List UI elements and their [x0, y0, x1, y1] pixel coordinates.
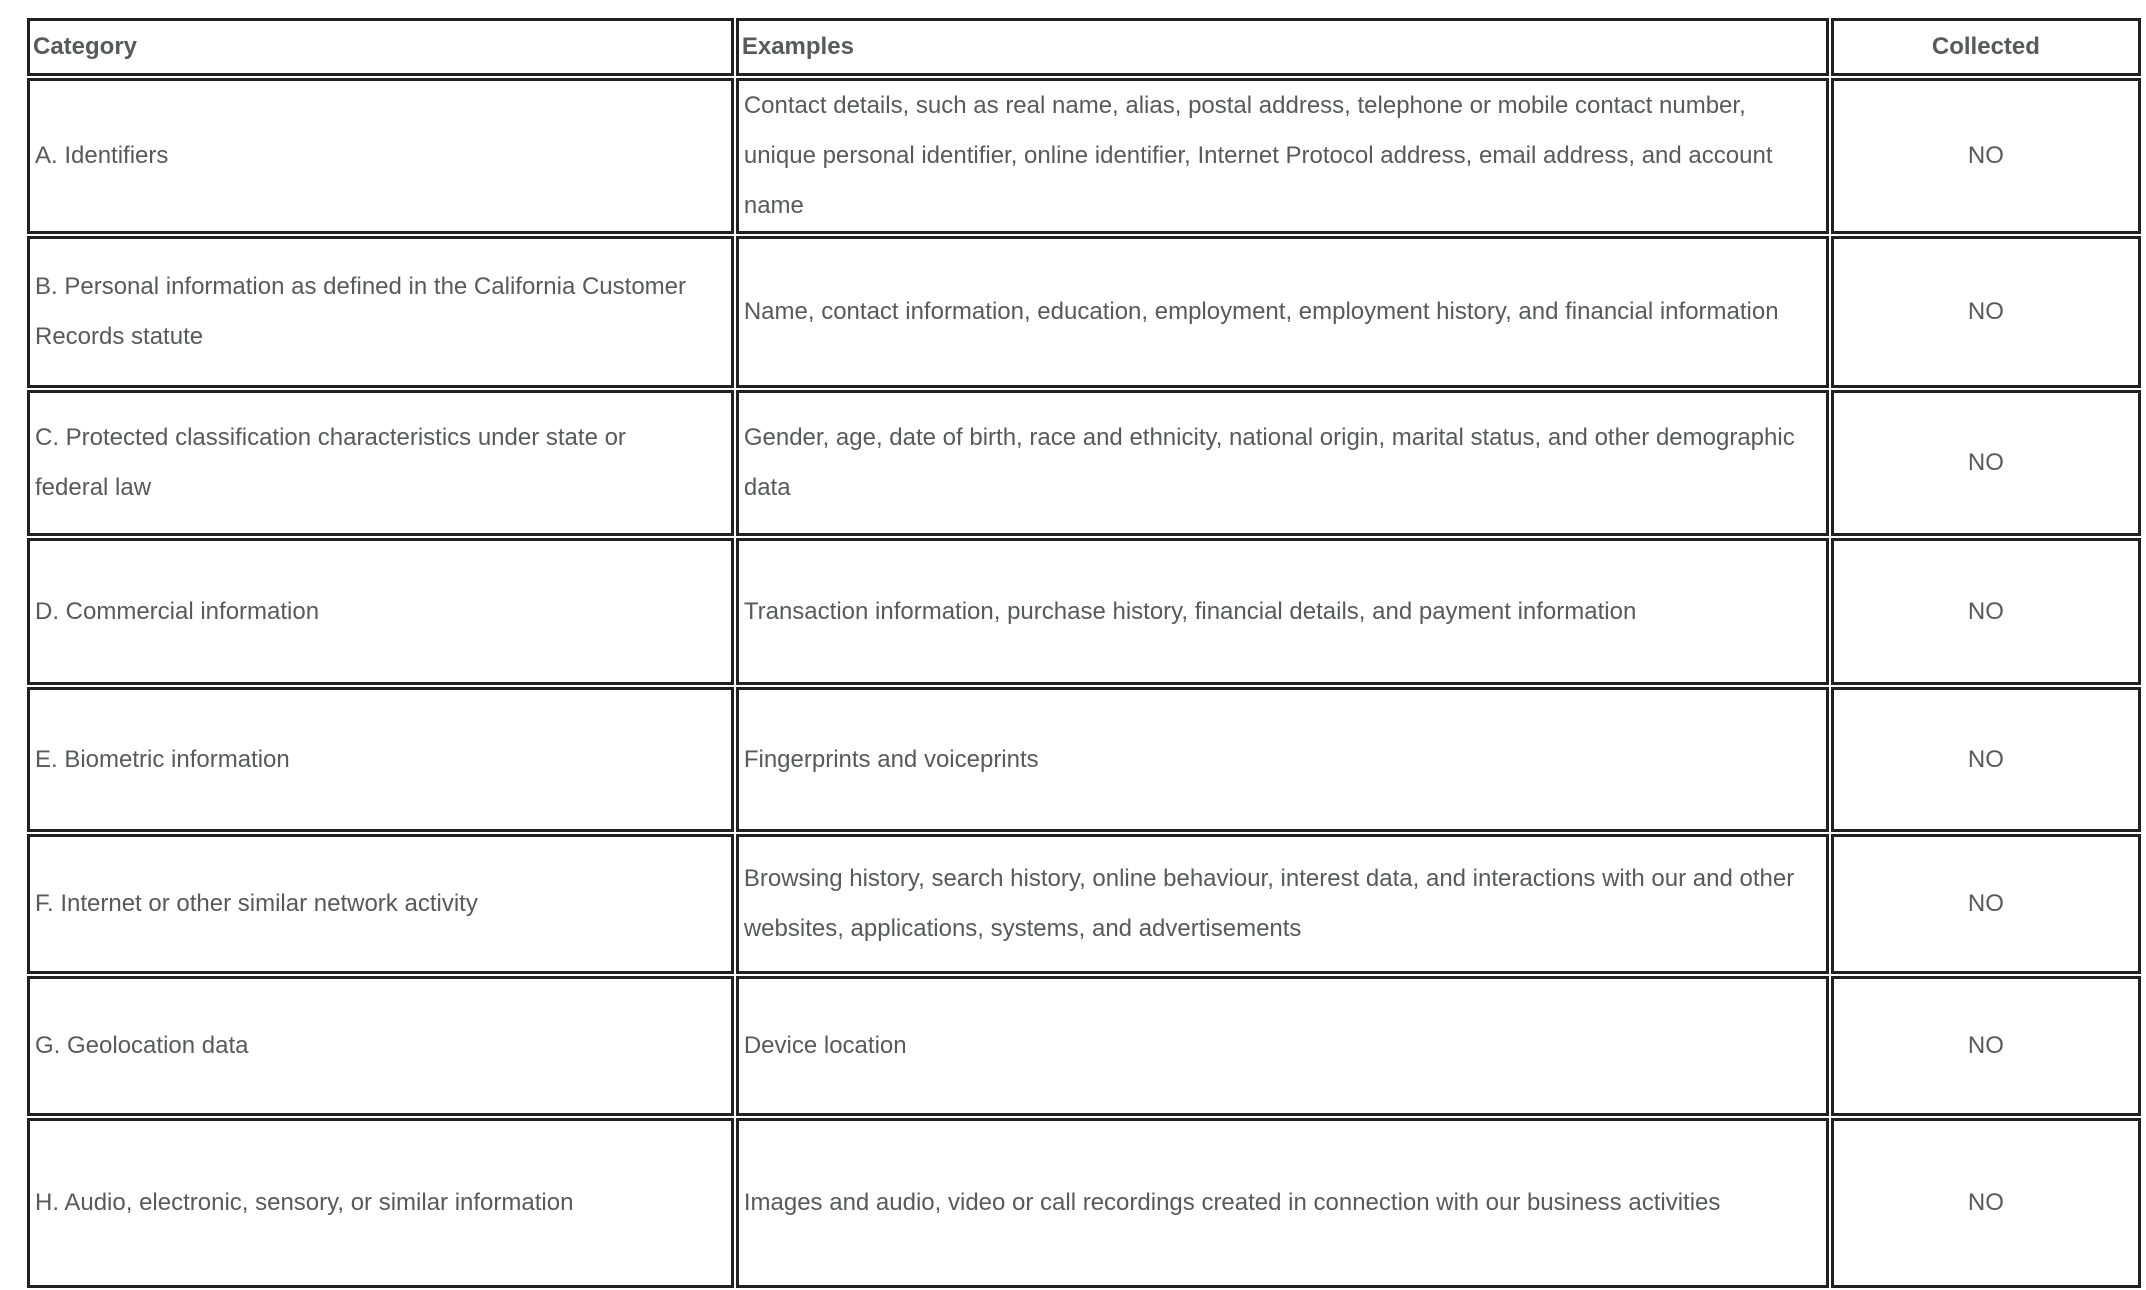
table-row — [27, 834, 2141, 974]
column-header-examples: Examples — [736, 18, 1829, 76]
examples-cell: Device location — [736, 976, 1829, 1116]
category-cell: A. Identifiers — [27, 78, 734, 234]
collected-cell: NO — [1831, 538, 2141, 685]
examples-cell: Fingerprints and voiceprints — [736, 687, 1829, 832]
table-row — [27, 236, 2141, 388]
examples-cell: Images and audio, video or call recordings created in connection with our business activities — [736, 1118, 1829, 1288]
category-cell: C. Protected classification characteristics under state or federal law — [27, 390, 734, 536]
table-row — [27, 976, 2141, 1116]
collected-cell: NO — [1831, 390, 2141, 536]
category-cell: G. Geolocation data — [27, 976, 734, 1116]
examples-cell: Browsing history, search history, online behaviour, interest data, and interactions with our and other websites, applications, systems, and advertisements — [736, 834, 1829, 974]
collected-cell: NO — [1831, 834, 2141, 974]
category-cell: B. Personal information as defined in the California Customer Records statute — [27, 236, 734, 388]
table-row — [27, 687, 2141, 832]
column-header-collected: Collected — [1831, 18, 2141, 76]
examples-cell: Contact details, such as real name, alias, postal address, telephone or mobile contact number, unique personal identifier, online identifier, Internet Protocol address, email address, and account name — [736, 78, 1829, 234]
table-header-row — [27, 18, 2141, 76]
collected-cell: NO — [1831, 687, 2141, 832]
collected-cell: NO — [1831, 976, 2141, 1116]
collected-cell: NO — [1831, 1118, 2141, 1288]
table-row — [27, 1118, 2141, 1288]
category-cell: F. Internet or other similar network activity — [27, 834, 734, 974]
collected-cell: NO — [1831, 78, 2141, 234]
examples-cell: Gender, age, date of birth, race and ethnicity, national origin, marital status, and other demographic data — [736, 390, 1829, 536]
table-row — [27, 390, 2141, 536]
table-body — [27, 78, 2141, 1288]
privacy-categories-table — [25, 16, 2143, 1290]
category-cell: E. Biometric information — [27, 687, 734, 832]
category-cell: D. Commercial information — [27, 538, 734, 685]
category-cell: H. Audio, electronic, sensory, or similar information — [27, 1118, 734, 1288]
column-header-category: Category — [27, 18, 734, 76]
examples-cell: Name, contact information, education, employment, employment history, and financial information — [736, 236, 1829, 388]
collected-cell: NO — [1831, 236, 2141, 388]
examples-cell: Transaction information, purchase history, financial details, and payment information — [736, 538, 1829, 685]
table-row — [27, 538, 2141, 685]
table-row — [27, 78, 2141, 234]
